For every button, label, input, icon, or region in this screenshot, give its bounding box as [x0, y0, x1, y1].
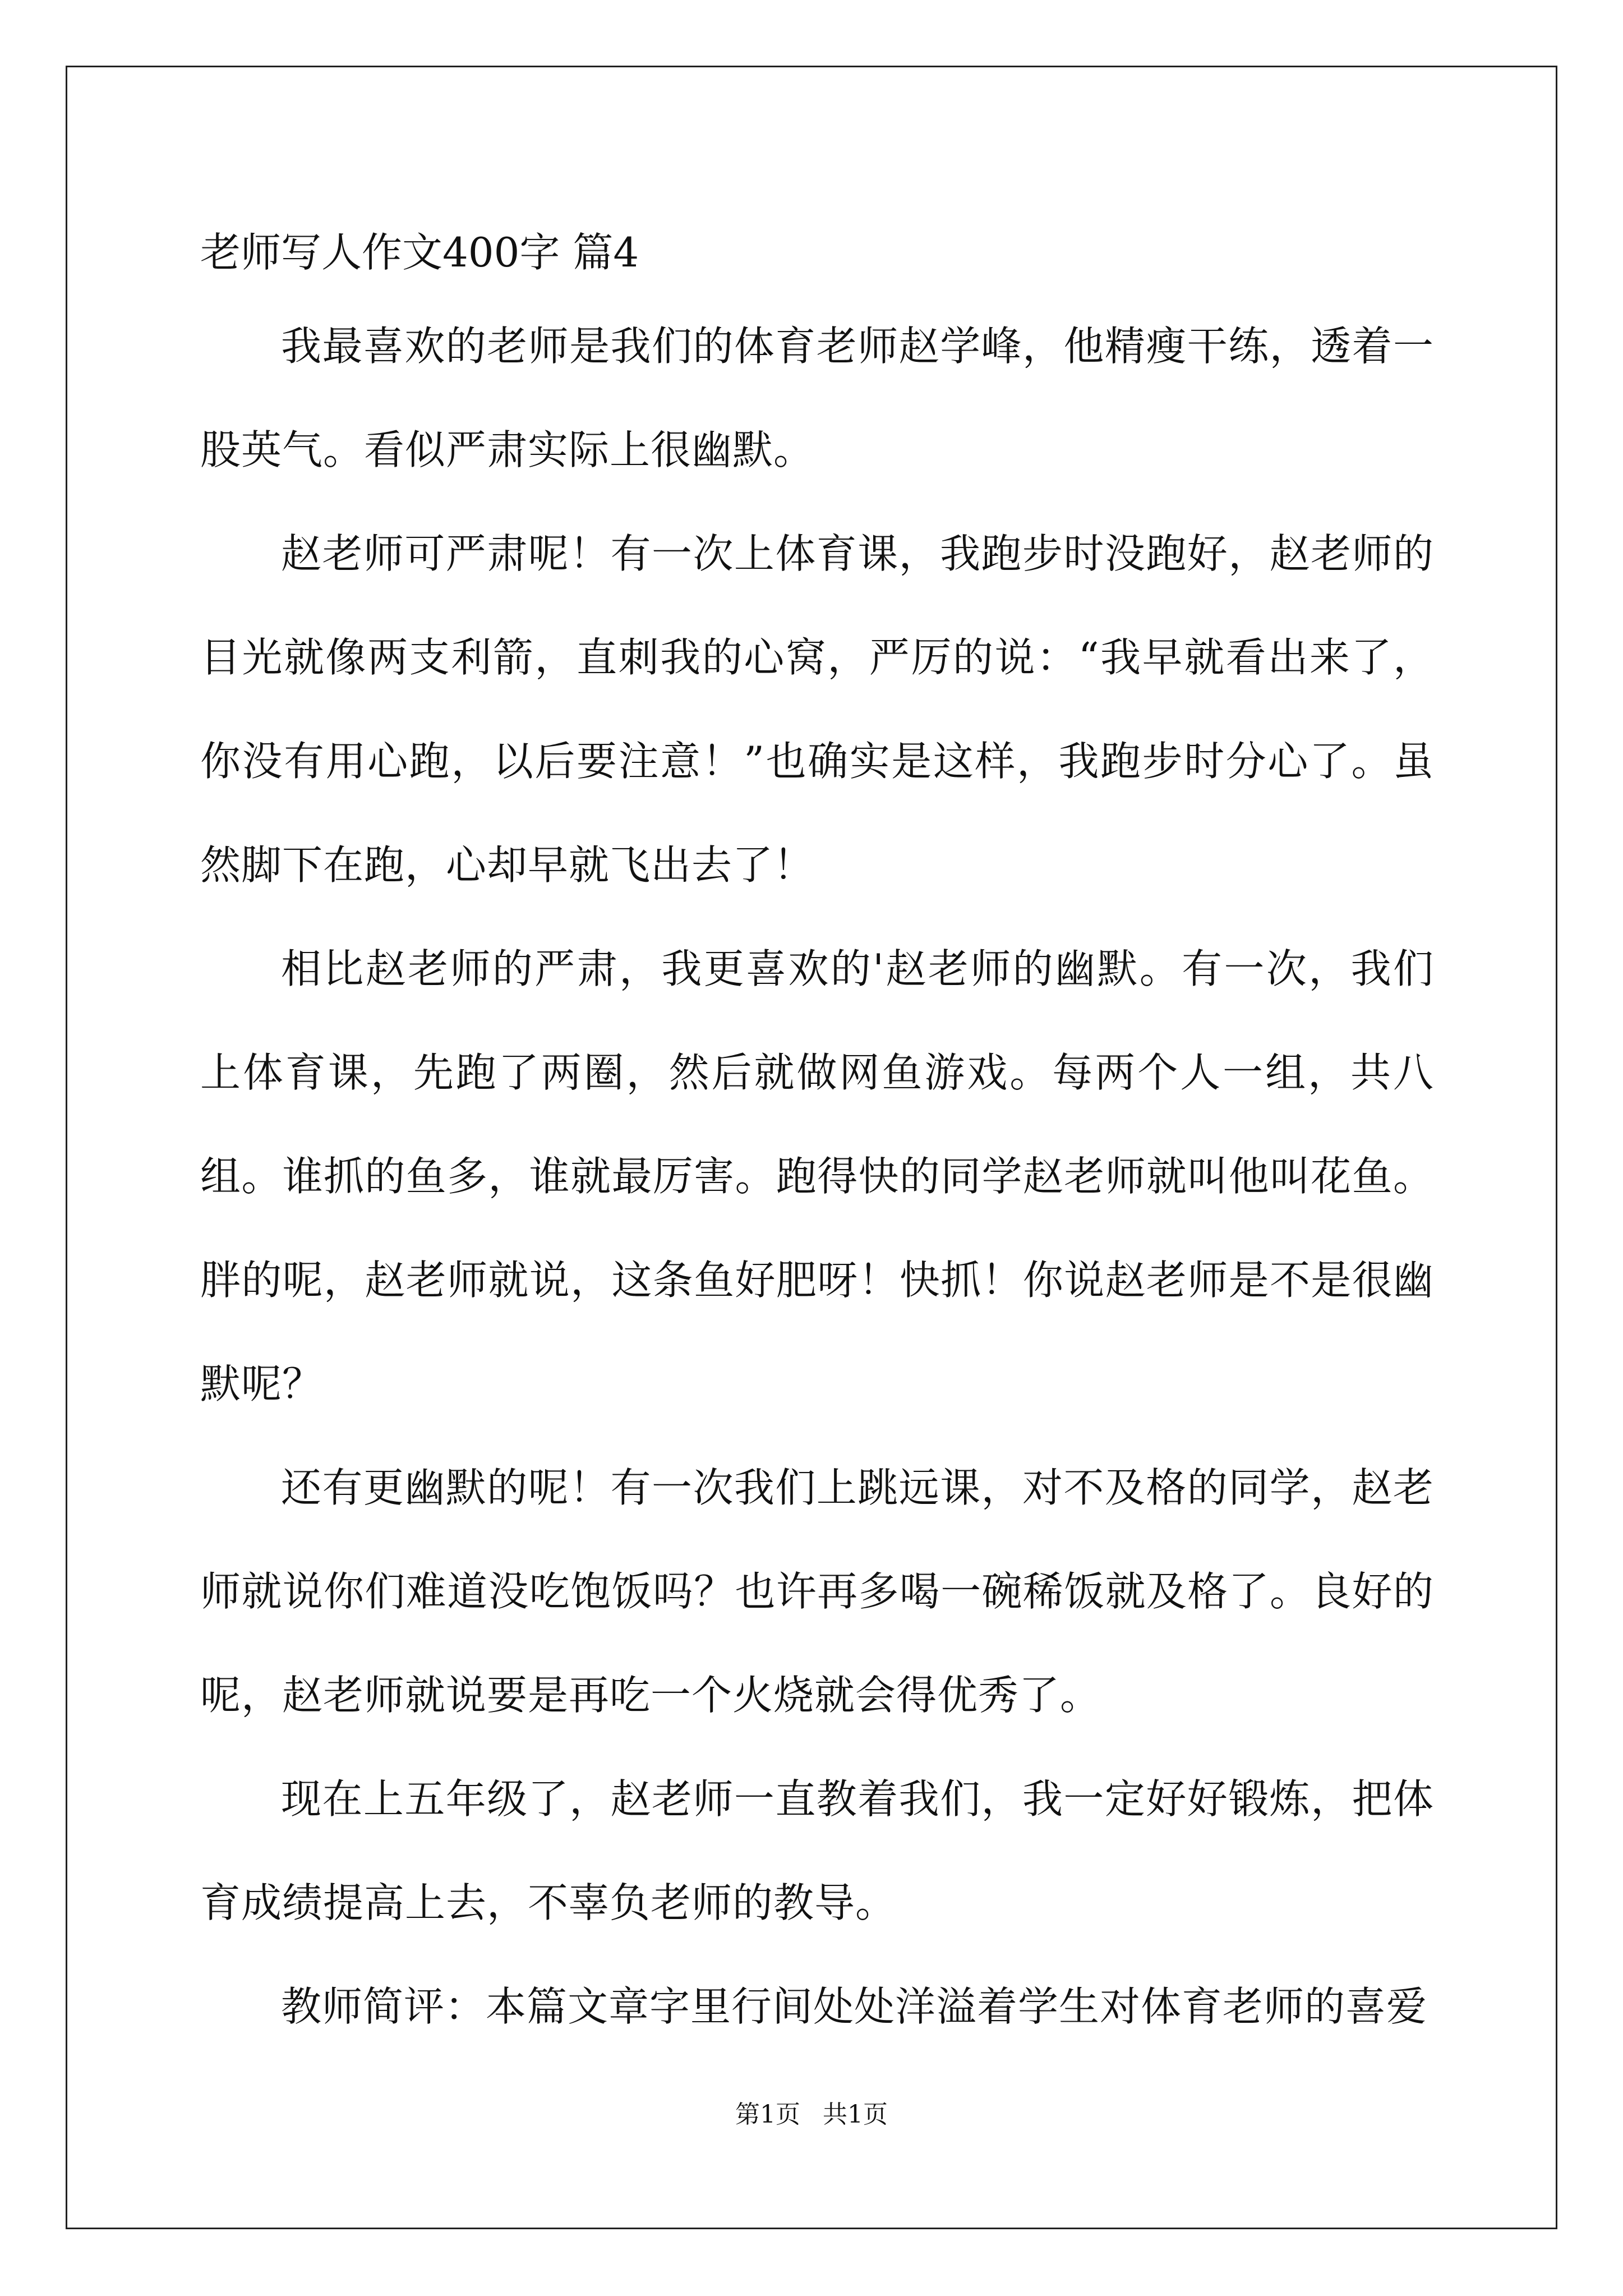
article-text — [200, 295, 1434, 2059]
paragraph: 赵老师可严肃呢！有一次上体育课，我跑步时没跑好，赵老师的目光就像两支利箭，直刺我的心窝，严厉的说：“我早就看出来了，你没有用心跑，以后要注意！”也确实是这样，我跑步时分心了。虽然脚下在跑，心却早就飞出去了！ — [200, 530, 1434, 889]
paragraph: 现在上五年级了，赵老师一直教着我们，我一定好好锻炼，把体育成绩提高上去，不辜负老师的教导。 — [200, 1775, 1434, 1926]
document-title: 老师写人作文400字 篇4 — [200, 229, 639, 276]
paragraph: 相比赵老师的严肃，我更喜欢的'赵老师的幽默。有一次，我们上体育课，先跑了两圈，然后就做网鱼游戏。每两个人一组，共八组。谁抓的鱼多，谁就最厉害。跑得快的同学赵老师就叫他叫花鱼。胖的呢，赵老师就说，这条鱼好肥呀！快抓！你说赵老师是不是很幽默呢？ — [200, 945, 1434, 1407]
paragraph: 我最喜欢的老师是我们的体育老师赵学峰，他精瘦干练，透着一股英气。看似严肃实际上很幽默。 — [200, 323, 1434, 473]
page-number: 第1页 — [735, 2100, 800, 2129]
paragraph: 教师简评：本篇文章字里行间处处洋溢着学生对体育老师的喜爱 — [281, 1983, 1428, 2030]
page-total: 共1页 — [823, 2100, 888, 2129]
paragraph: 还有更幽默的呢！有一次我们上跳远课，对不及格的同学，赵老师就说你们难道没吃饱饭吗？也许再多喝一碗稀饭就及格了。良好的呢，赵老师就说要是再吃一个火烧就会得优秀了。 — [200, 1464, 1434, 1719]
page-footer — [0, 2098, 1623, 2132]
